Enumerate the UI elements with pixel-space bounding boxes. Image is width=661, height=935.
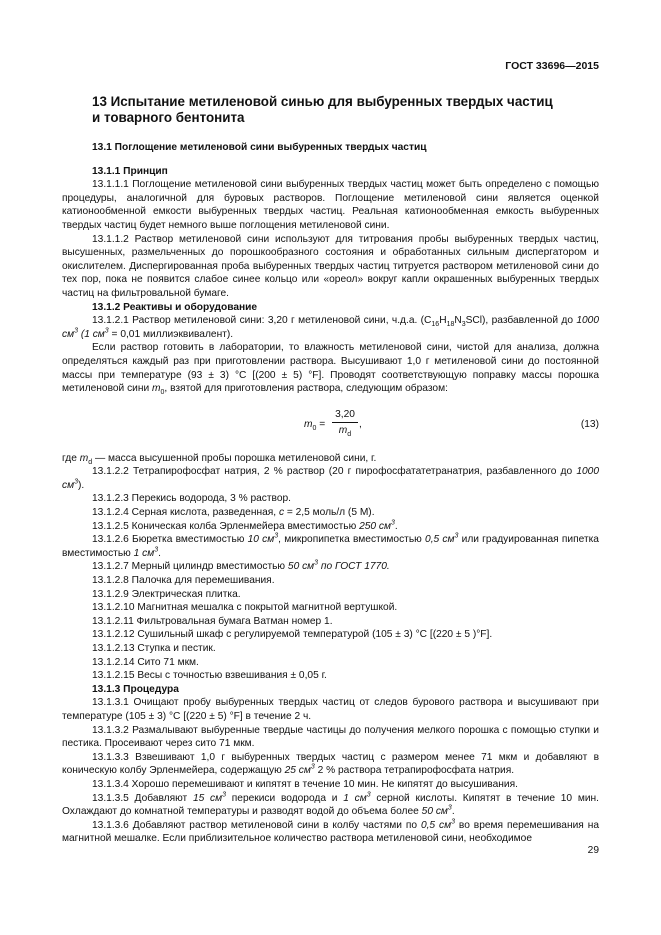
paragraph-13-1-1-1: 13.1.1.1 Поглощение метиленовой сини выбуренных твердых частиц может быть определено с помощью процедуры, аналогичной для буровых растворов. Поглощение метиленовой сини является оценкой катионообменной емкости выбуренных твердых частиц. Реальная катионообменная емкость выбуренных твердых частиц будет немного выше поглощения метиленовой сини.: [62, 179, 599, 231]
page-content: [62, 94, 599, 846]
formula-fraction: [332, 408, 358, 438]
step-13-1-3-5: 13.1.3.5 Добавляют 15 $см^3$ перекиси водорода и 1 $см^3$ серной кислоты. Кипятят в течение 10 мин. Охлаждают до комнатной температуры и разводят водой до объема более 50 $см^3$.: [62, 791, 599, 818]
item-13-1-2-11: 13.1.2.11 Фильтровальная бумага Ватман номер 1.: [92, 615, 333, 627]
formula-13: [62, 406, 599, 446]
step-13-1-3-6: 13.1.3.6 Добавляют раствор метиленовой сини в колбу частями по 0,5 $см^3$ во время перемешивания на магнитной мешалке. Если приблизительное количество раствора метиленовой сини, необходимое: [62, 818, 599, 845]
item-13-1-2-14: 13.1.2.14 Сито 71 мкм.: [92, 656, 199, 668]
step-13-1-3-4: 13.1.3.4 Хорошо перемешивают и кипятят в течение 10 мин. Не кипятят до высушивания.: [92, 778, 518, 790]
item-13-1-2-7: 13.1.2.7 Мерный цилиндр вместимостью 50 $см^3$ по ГОСТ 1770.: [92, 560, 390, 573]
page-number: 29: [587, 845, 599, 856]
formula-numerator: 3,20: [332, 408, 358, 424]
section-title-line2: и товарного бентонита: [92, 110, 245, 125]
subsection-title: 13.1 Поглощение метиленовой сини выбуренных твердых частиц: [92, 142, 427, 153]
item-13-1-2-9: 13.1.2.9 Электрическая плитка.: [92, 588, 241, 600]
step-13-1-3-1: 13.1.3.1 Очищают пробу выбуренных твердых частиц от следов бурового раствора и высушивают при температуре (105 ± 3) °C [(220 ± 5) °F] в течение 2 ч.: [62, 697, 599, 722]
item-13-1-2-10: 13.1.2.10 Магнитная мешалка с покрытой магнитной вертушкой.: [92, 602, 398, 614]
item-13-1-2-6: 13.1.2.6 Бюретка вместимостью 10 $см^3$, микропипетка вместимостью 0,5 $см^3$ или градуированная пипетка вместимостью 1 $см^3$.: [62, 532, 599, 559]
formula-number: (13): [580, 418, 599, 430]
paragraph-13-1-1-2: 13.1.1.2 Раствор метиленовой сини используют для титрования пробы выбуренных твердых частиц, высушенных, размельченных до порошкообразного состояния и обработанных сильным диспергатором и окислителем. Диспергированная проба выбуренных твердых частиц титруется раствором метиленовой сини до тех пор, пока не появится слабое синее кольцо или «ореол» вокруг капли окрашенных выбуренных твердых частиц на фильтровальной бумаге.: [62, 233, 599, 299]
principle-heading: 13.1.1 Принцип: [92, 165, 168, 177]
procedure-heading: 13.1.3 Процедура: [92, 683, 179, 695]
section-title: [92, 94, 599, 126]
reagents-heading: 13.1.2 Реактивы и оборудование: [92, 301, 258, 313]
step-13-1-3-3: 13.1.3.3 Взвешивают 1,0 г выбуренных твердых частиц с размером менее 71 мкм и добавляют в коническую колбу Эрленмейера, содержащую 25 $см^3$ 2 % раствора тетрапирофосфата натрия.: [62, 751, 599, 777]
item-13-1-2-3: 13.1.2.3 Перекись водорода, 3 % раствор.: [92, 493, 292, 505]
standard-number: ГОСТ 33696—2015: [505, 60, 599, 72]
item-13-1-2-2: 13.1.2.2 Тетрапирофосфат натрия, 2 % раствор (20 г пирофосфататетранатрия, разбавленного до 1000 $см^3$).: [62, 466, 599, 491]
item-13-1-2-15: 13.1.2.15 Весы с точностью взвешивания ± 0,05 г.: [92, 670, 327, 682]
paragraph-13-1-2-1: 13.1.2.1 Раствор метиленовой сини: 3,20 г метиленовой сини, ч.д.а. $(C_{16}H_{18}N_3SCl)$, разбавленной до 1000 $см^3$ (1 $см^3 = 0,01$ миллиэквивалент).: [62, 315, 599, 340]
paragraph-solution-prep: Если раствор готовить в лаборатории, то влажность метиленовой сини, чистой для анализа, должна определяться каждый раз при приготовлении раствора. Высушивают 1,0 г метиленовой сини до постоянной массы при температуре (93 ± 3) °C [(200 ± 5) °F]. Проводят соответствующую поправку массы порошка метиленовой сини $m_0$, взятой для приготовления раствора, следующим образом:: [62, 342, 599, 397]
item-13-1-2-5: 13.1.2.5 Коническая колба Эрленмейера вместимостью 250 $см^3$.: [92, 519, 398, 532]
item-13-1-2-12: 13.1.2.12 Сушильный шкаф с регулируемой температурой (105 ± 3) °C [(220 ± 5 )°F].: [92, 629, 493, 641]
item-13-1-2-4: 13.1.2.4 Серная кислота, разведенная, c = 2,5 моль/л (5 М).: [92, 507, 375, 519]
section-title-line1: 13 Испытание метиленовой синью для выбуренных твердых частиц: [92, 94, 553, 109]
formula-where: где $m_d$ — масса высушенной пробы порошка метиленовой сини, г.: [62, 452, 377, 466]
item-13-1-2-8: 13.1.2.8 Палочка для перемешивания.: [92, 575, 275, 587]
step-13-1-3-2: 13.1.3.2 Размалывают выбуренные твердые частицы до получения мелкого порошка с помощью ступки и пестика. Просеивают через сито 71 мкм.: [62, 724, 599, 750]
item-13-1-2-13: 13.1.2.13 Ступка и пестик.: [92, 643, 216, 654]
formula-denominator: $m_d$: [338, 425, 352, 439]
formula-comma: ,: [359, 418, 362, 430]
formula-lhs: $m_0$ =: [304, 418, 326, 432]
